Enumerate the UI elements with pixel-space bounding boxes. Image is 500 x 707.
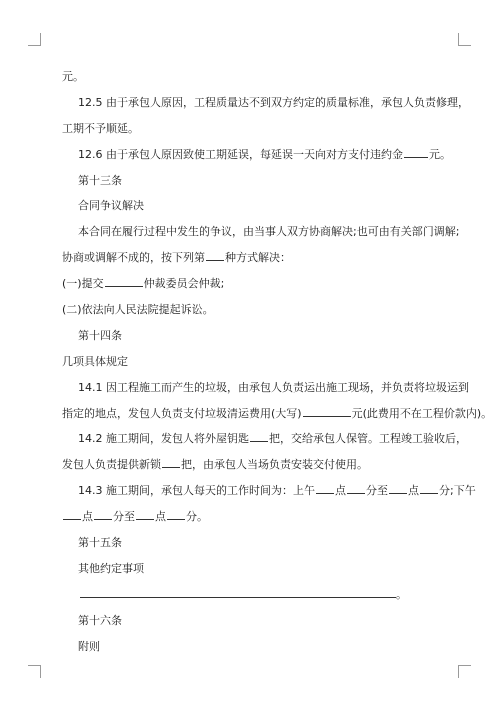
crop-mark-top-right	[458, 33, 471, 46]
document-body	[62, 64, 493, 659]
blank-field[interactable]	[167, 509, 185, 520]
text-line: 指定的地点，发包人负责支付垃圾清运费用(大写) 元(此费用不在工程价款内)。	[62, 406, 493, 420]
blank-long-field[interactable]	[80, 585, 396, 598]
blank-field[interactable]	[316, 483, 334, 494]
section-title: 其他约定事项	[78, 561, 144, 575]
article-16-heading: 第十六条	[78, 613, 122, 627]
blank-field[interactable]	[136, 509, 154, 520]
blank-field[interactable]	[94, 509, 112, 520]
text-line: 协商或调解不成的，按下列第 种方式解决：	[62, 251, 291, 265]
option-1: (一)提交 仲裁委员会仲裁;	[62, 277, 225, 291]
crop-mark-top-left	[28, 33, 41, 46]
option-2: (二)依法向人民法院提起诉讼。	[62, 303, 214, 317]
blank-field[interactable]	[206, 250, 224, 261]
blank-field[interactable]	[63, 509, 81, 520]
text-line: 点 分至 点 分。	[62, 504, 442, 530]
blank-field[interactable]	[162, 457, 180, 468]
text-line: 工期不予顺延。	[62, 121, 139, 135]
clause-14-3: 14.3 施工期间，承包人每天的工作时间为：上午 点 分至 点 分;下午	[78, 484, 476, 498]
text-line: 元。	[62, 70, 84, 83]
crop-mark-bottom-right	[458, 665, 471, 678]
text-line: 发包人负责提供新锁 把，由承包人当场负责安装交付使用。	[62, 458, 368, 472]
blank-field[interactable]	[250, 431, 268, 442]
other-terms-line: 。	[62, 582, 442, 608]
blank-field[interactable]	[105, 276, 143, 287]
text-line: 本合同在履行过程中发生的争议，由当事人双方协商解决;也可由有关部门调解;	[78, 225, 460, 239]
crop-mark-bottom-left	[28, 665, 41, 678]
blank-field[interactable]	[347, 483, 365, 494]
clause-12-5: 12.5 由于承包人原因，工程质量达不到双方约定的质量标准，承包人负责修理，	[78, 95, 469, 109]
section-title: 附则	[78, 639, 100, 653]
blank-field[interactable]	[420, 483, 438, 494]
article-13-heading: 第十三条	[78, 173, 122, 187]
blank-field[interactable]	[404, 147, 428, 158]
blank-field[interactable]	[389, 483, 407, 494]
article-15-heading: 第十五条	[78, 536, 122, 550]
article-14-heading: 第十四条	[78, 328, 122, 342]
section-title: 几项具体规定	[62, 354, 128, 368]
clause-12-6: 12.6 由于承包人原因致使工期延误，每延误一天向对方支付违约金 元。	[78, 147, 451, 161]
section-title: 合同争议解决	[78, 199, 144, 213]
blank-field[interactable]	[303, 406, 351, 417]
clause-14-1: 14.1 因工程施工而产生的垃圾，由承包人负责运出施工现场，并负责将垃圾运到	[78, 380, 469, 394]
clause-14-2: 14.2 施工期间，发包人将外屋钥匙 把，交给承包人保管。工程竣工验收后，	[78, 432, 467, 446]
